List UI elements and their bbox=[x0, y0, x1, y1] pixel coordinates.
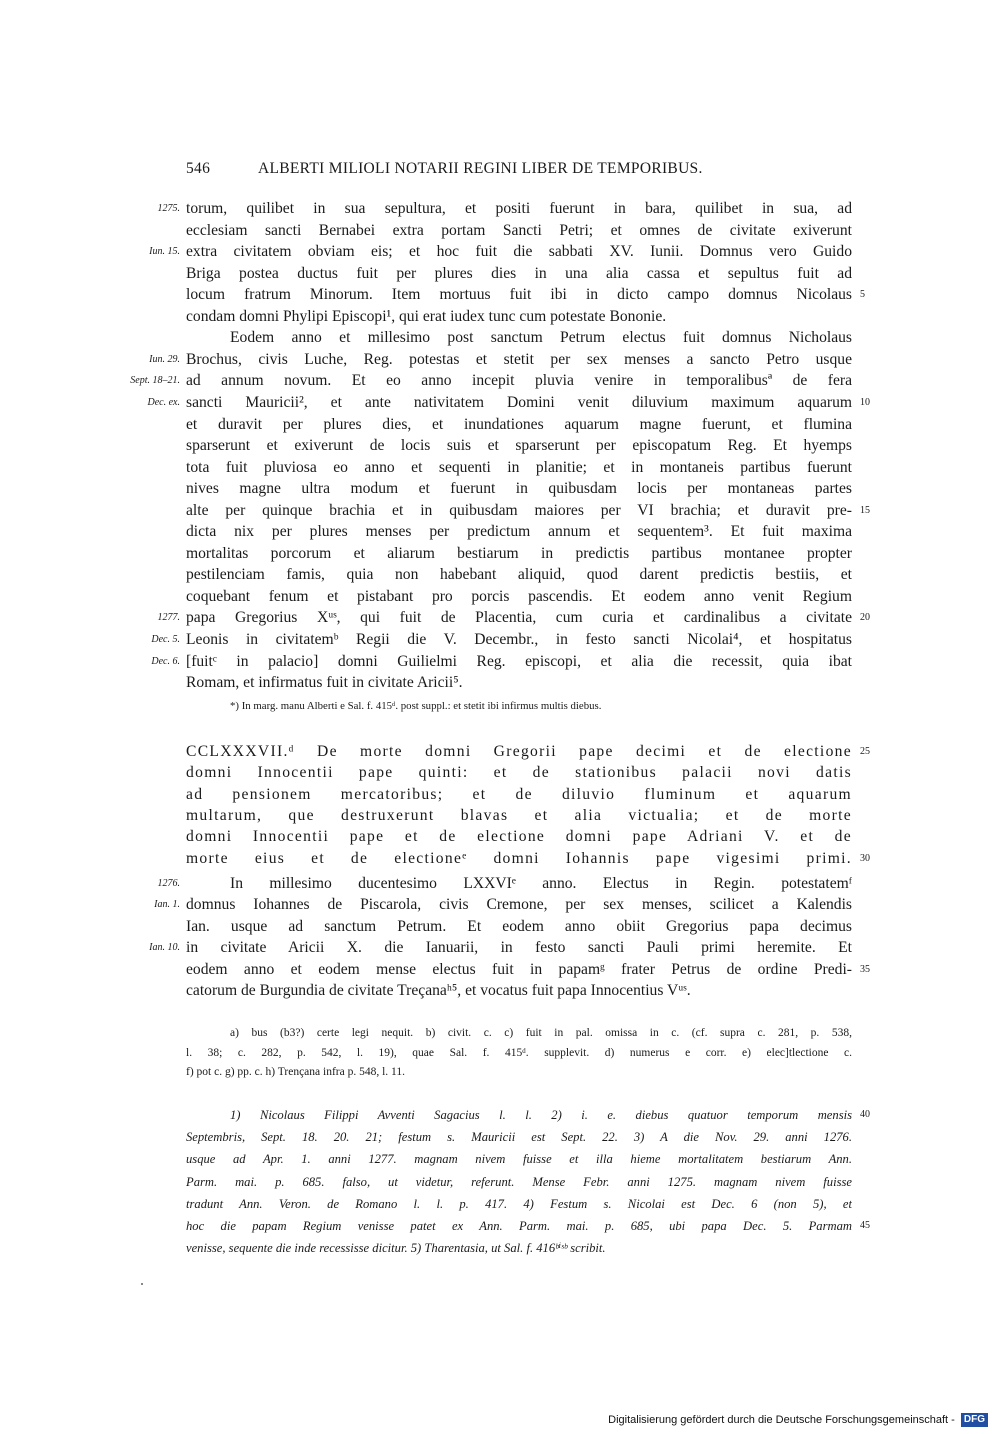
margin-date-note: Sept. 18–21. bbox=[130, 375, 180, 386]
chapter-heading-line: CCLXXXVII.ᵈ De morte domni Gregorii pape decimi et de electione bbox=[186, 743, 852, 760]
page-number: 546 bbox=[186, 160, 211, 177]
text-line: Leonis in civitatemᵇ Regii die V. Decembr., in festo sancti Nicolai⁴, et hospitatus bbox=[186, 631, 852, 648]
margin-date-note: Dec. 5. bbox=[151, 634, 180, 645]
footnote-line: hoc die papam Regium venisse patet ex Ann. Parm. mai. p. 685, ubi papa Dec. 5. Parmam bbox=[186, 1219, 852, 1233]
text-line: tota fuit pluviosa eo anno et sequenti in planitie; et in montaneis partibus fuerunt bbox=[186, 459, 852, 476]
footnote-line: 1) Nicolaus Filippi Avventi Sagacius l. l. 2) i. e. diebus quatuor temporum mensis bbox=[230, 1108, 852, 1122]
chapter-heading-line: ad pensionem mercatoribus; et de diluvio fluminum et aquarum bbox=[186, 786, 852, 803]
text-line: locum fratrum Minorum. Item mortuus fuit ibi in dicto campo domnus Nicolaus bbox=[186, 286, 852, 303]
margin-date-note: Iun. 29. bbox=[149, 354, 180, 365]
margin-date-note: Dec. ex. bbox=[147, 397, 180, 408]
apparatus-line: a) bus (b3?) certe legi nequit. b) civit. c. c) fuit in pal. omissa in c. (cf. supra c. 281, p. 538, bbox=[230, 1027, 852, 1039]
footnote-line: usque ad Apr. 1. anni 1277. magnam nivem fuisse et illa hieme mortalitatem bestiarum Ann. bbox=[186, 1152, 852, 1166]
text-line: Eodem anno et millesimo post sanctum Petrum electus fuit domnus Nicholaus bbox=[230, 329, 852, 346]
funding-footer bbox=[608, 1411, 988, 1429]
text-line: ad annum novum. Et eo anno incepit pluvia venire in temporalibusª de fera bbox=[186, 372, 852, 389]
text-line: [fuitᶜ in palacio] domni Guilielmi Reg. episcopi, et alia die recessit, quia ibat bbox=[186, 653, 852, 670]
scan-speck bbox=[141, 1283, 143, 1285]
text-line: In millesimo ducentesimo LXXVIᵉ anno. Electus in Regin. potestatemᶠ bbox=[230, 875, 852, 892]
line-number: 30 bbox=[860, 853, 870, 864]
text-line: Briga postea ductus fuit per plures dies in una alia cassa et sepultus fuit ad bbox=[186, 265, 852, 282]
chapter-heading-line: morte eius et de electioneᵉ domni Iohannis pape vigesimi primi. bbox=[186, 850, 852, 867]
apparatus-line: l. 38; c. 282, p. 542, l. 19), quae Sal. f. 415ᵈ. supplevit. d) numerus e corr. e) elec]tlectione c. bbox=[186, 1047, 852, 1059]
margin-date-note: 1276. bbox=[157, 878, 180, 889]
text-line: Brochus, civis Luche, Reg. potestas et stetit per sex menses a sancto Petro usque bbox=[186, 351, 852, 368]
chapter-heading-line: domni Innocentii pape et de electione domni pape Adriani V. et de bbox=[186, 828, 852, 845]
margin-date-note: Iun. 15. bbox=[149, 246, 180, 257]
margin-date-note: 1275. bbox=[157, 203, 180, 214]
text-line: sparserunt et exiverunt de locis suis et sparserunt per episcopatum Reg. Et hyemps bbox=[186, 437, 852, 454]
funding-note: Digitalisierung gefördert durch die Deutsche Forschungsgemeinschaft - bbox=[608, 1414, 955, 1426]
chapter-heading-line: domni Innocentii pape quinti: et de stationibus palacii novi datis bbox=[186, 764, 852, 781]
line-number: 35 bbox=[860, 964, 870, 975]
text-line: Romam, et infirmatus fuit in civitate Aricii⁵. bbox=[186, 674, 463, 691]
line-number: 45 bbox=[860, 1220, 870, 1231]
running-title: ALBERTI MILIOLI NOTARII REGINI LIBER DE TEMPORIBUS. bbox=[258, 160, 703, 177]
line-number: 15 bbox=[860, 505, 870, 516]
running-header bbox=[186, 160, 858, 182]
chapter-heading-line: multarum, que destruxerunt blavas et alia victualia; et de morte bbox=[186, 807, 852, 824]
text-line: nives magne ultra modum et fuerunt in quibusdam locis per montaneas partes bbox=[186, 480, 852, 497]
text-line: eodem anno et eodem mense electus fuit in papamᵍ frater Petrus de ordine Predi- bbox=[186, 961, 852, 978]
text-line: dicta nix per plures menses per predictum annum et sequentem³. Et fuit maxima bbox=[186, 523, 852, 540]
marginal-addition-note: *) In marg. manu Alberti e Sal. f. 415ᵈ. post suppl.: et stetit ibi infirmus multis diebus. bbox=[230, 700, 602, 712]
text-line: condam domni Phylipi Episcopi¹, qui erat iudex tunc cum potestate Bononie. bbox=[186, 308, 667, 325]
margin-date-note: Dec. 6. bbox=[151, 656, 180, 667]
text-line: alte per quinque brachia et in quibusdam maiores per VI brachia; et duravit pre- bbox=[186, 502, 852, 519]
text-line: catorum de Burgundia de civitate Treçanaʰ⁵, et vocatus fuit papa Innocentius Vᵘˢ. bbox=[186, 982, 691, 999]
line-number: 40 bbox=[860, 1109, 870, 1120]
apparatus-line: f) pot c. g) pp. c. h) Trençana infra p. 548, l. 11. bbox=[186, 1066, 405, 1078]
margin-date-note: Ian. 10. bbox=[149, 942, 180, 953]
text-line: coquebant fenum et pistabant pro porcis pascendis. Et eodem anno venit Regium bbox=[186, 588, 852, 605]
text-line: ecclesiam sancti Bernabei extra portam Sancti Petri; et omnes de civitate exiverunt bbox=[186, 222, 852, 239]
footnote-line: venisse, sequente die inde recessisse dicitur. 5) Tharentasia, ut Sal. f. 416ᵇⁱˢᵇ scribit. bbox=[186, 1241, 606, 1255]
line-number: 10 bbox=[860, 397, 870, 408]
text-line: in civitate Aricii X. die Ianuarii, in festo sancti Pauli primi heremite. Et bbox=[186, 939, 852, 956]
margin-date-note: 1277. bbox=[157, 612, 180, 623]
text-line: sancti Mauricii², et ante nativitatem Domini venit diluvium maximum aquarum bbox=[186, 394, 852, 411]
text-line: mortalitas porcorum et aliarum bestiarum in predictis partibus montanee propter bbox=[186, 545, 852, 562]
text-line: papa Gregorius Xᵘˢ, qui fuit de Placentia, cum curia et cardinalibus a civitate bbox=[186, 609, 852, 626]
footnote-line: Parm. mai. p. 685. falso, ut videtur, referunt. Mense Febr. anni 1275. magnam nivem fuisse bbox=[186, 1175, 852, 1189]
text-line: domnus Iohannes de Piscarola, civis Cremone, per sex menses, scilicet a Kalendis bbox=[186, 896, 852, 913]
text-line: extra civitatem obviam eis; et hoc fuit die sabbati XV. Iunii. Domnus vero Guido bbox=[186, 243, 852, 260]
line-number: 5 bbox=[860, 289, 865, 300]
line-number: 25 bbox=[860, 746, 870, 757]
line-number: 20 bbox=[860, 612, 870, 623]
text-line: Ian. usque ad sanctum Petrum. Et eodem anno obiit Gregorius papa decimus bbox=[186, 918, 852, 935]
footnote-line: Septembris, Sept. 18. 20. 21; festum s. Mauricii est Sept. 22. 3) A die Nov. 29. anni 1276. bbox=[186, 1130, 852, 1144]
margin-date-note: Ian. 1. bbox=[154, 899, 180, 910]
text-line: pestilenciam famis, quia non habebant aliquid, quod darent predictis bestiis, et bbox=[186, 566, 852, 583]
footnote-line: tradunt Ann. Veron. de Romano l. l. p. 417. 4) Festum s. Nicolai est Dec. 6 (non 5), et bbox=[186, 1197, 852, 1211]
dfg-logo: DFG bbox=[961, 1413, 988, 1427]
text-line: torum, quilibet in sua sepultura, et positi fuerunt in bara, quilibet in sua, ad bbox=[186, 200, 852, 217]
text-line: et duravit per plures dies, et inundationes aquarum magne fuerunt, et flumina bbox=[186, 416, 852, 433]
